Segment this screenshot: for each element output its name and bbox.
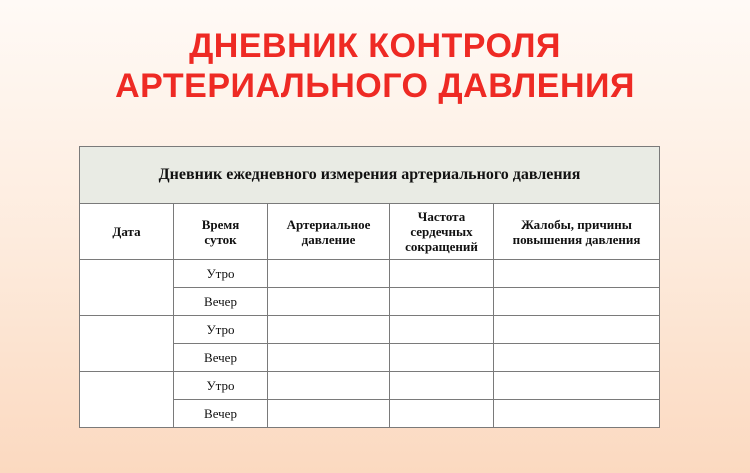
header-date	[80, 204, 174, 260]
time-of-day-cell: Вечер	[174, 344, 268, 372]
heart-rate-cell[interactable]	[390, 316, 494, 344]
table-row	[80, 260, 660, 288]
date-cell[interactable]	[80, 372, 174, 428]
heart-rate-cell[interactable]	[390, 344, 494, 372]
heart-rate-cell[interactable]	[390, 260, 494, 288]
page-title	[0, 26, 750, 106]
complaints-cell[interactable]	[494, 316, 660, 344]
heart-rate-cell[interactable]	[390, 400, 494, 428]
page-title-line-2: АРТЕРИАЛЬНОГО ДАВЛЕНИЯ	[115, 67, 635, 105]
heart-rate-cell[interactable]	[390, 288, 494, 316]
time-of-day-cell: Утро	[174, 372, 268, 400]
header-complaints	[494, 204, 660, 260]
header-pulse-line: сокращений	[405, 239, 478, 254]
time-of-day-cell: Вечер	[174, 288, 268, 316]
header-complaints-line: повышения давления	[512, 231, 641, 247]
blood-pressure-cell[interactable]	[268, 288, 390, 316]
table-row	[80, 316, 660, 344]
header-pressure-line: Артериальное	[286, 216, 371, 232]
header-time-of-day	[174, 204, 268, 260]
blood-pressure-cell[interactable]	[268, 260, 390, 288]
complaints-cell[interactable]	[494, 372, 660, 400]
date-cell[interactable]	[80, 260, 174, 316]
blood-pressure-cell[interactable]	[268, 344, 390, 372]
header-blood-pressure	[268, 204, 390, 260]
header-heart-rate	[390, 204, 494, 260]
time-of-day-cell: Утро	[174, 316, 268, 344]
header-pulse-line: сердечных	[410, 224, 473, 239]
table-caption-row	[80, 147, 660, 204]
header-time-line: Время	[201, 216, 240, 232]
complaints-cell[interactable]	[494, 400, 660, 428]
header-time-line: суток	[204, 231, 237, 247]
blood-pressure-cell[interactable]	[268, 316, 390, 344]
date-cell[interactable]	[80, 316, 174, 372]
header-pressure-line: давление	[301, 231, 356, 247]
header-date-label: Дата	[112, 224, 141, 239]
table-header-row	[80, 204, 660, 260]
blood-pressure-cell[interactable]	[268, 400, 390, 428]
heart-rate-cell[interactable]	[390, 372, 494, 400]
table-caption: Дневник ежедневного измерения артериального давления	[80, 147, 660, 204]
table-row	[80, 372, 660, 400]
time-of-day-cell: Утро	[174, 260, 268, 288]
time-of-day-cell: Вечер	[174, 400, 268, 428]
header-pulse-line: Частота	[417, 209, 466, 224]
complaints-cell[interactable]	[494, 344, 660, 372]
blood-pressure-diary-table	[79, 146, 660, 428]
header-complaints-line: Жалобы, причины	[521, 216, 632, 232]
page-title-line-1: ДНЕВНИК КОНТРОЛЯ	[189, 27, 561, 65]
complaints-cell[interactable]	[494, 260, 660, 288]
complaints-cell[interactable]	[494, 288, 660, 316]
blood-pressure-cell[interactable]	[268, 372, 390, 400]
